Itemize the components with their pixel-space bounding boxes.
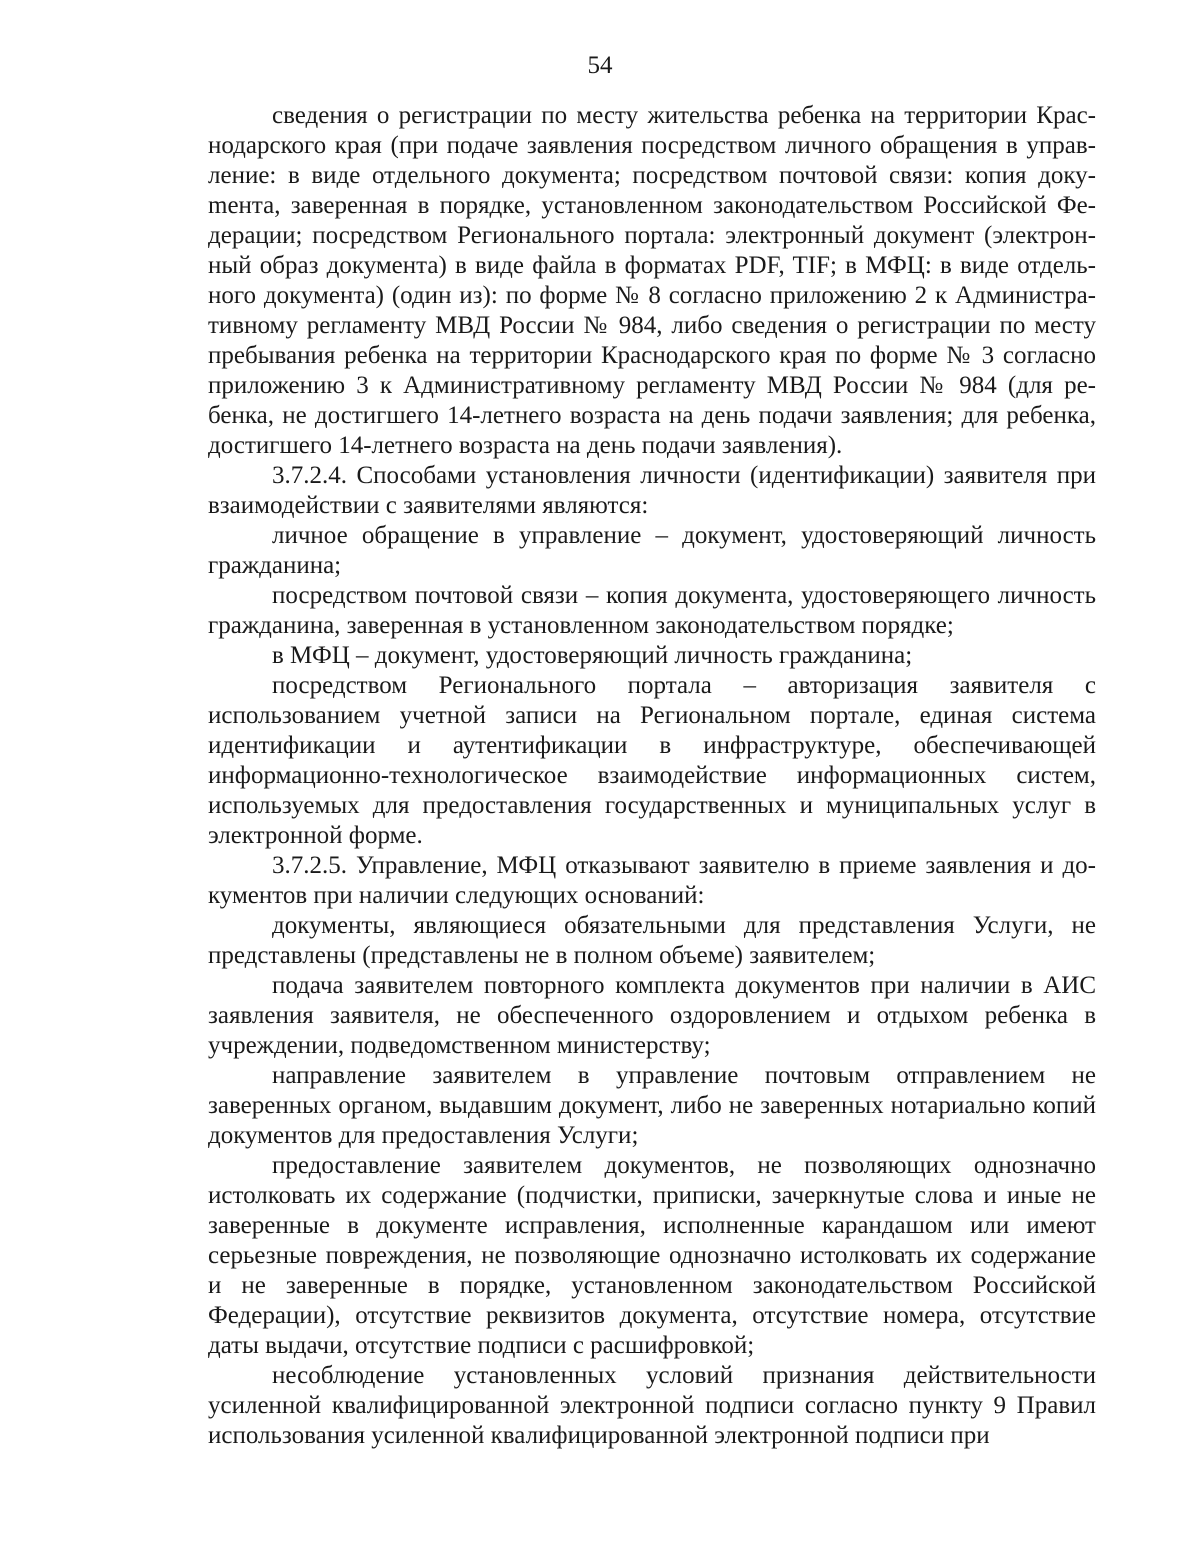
paragraph-repeat-submission: подача заявителем повторного комплекта документов при наличии в АИС заявления заявителя, не обеспеченного оздоровлением и отдыхом ребенка в учреждении, подведомственном министерству; [208,972,1096,1059]
paragraph-uncertified-copies: направление заявителем в управление почтовым отправлением не заверенных органом, выдавшим документ, либо не заверенных нотариально копий документов для предоставления Услуги; [208,1062,1096,1149]
paragraph-ambiguous-documents: предоставление заявителем документов, не позволяющих однозначно истолковать их содержание (подчистки, приписки, зачеркнутые слова и иные не заверенные в документе исправления, исполненные карандашом или имеют серьезные повреждения, не позволяющие однозначно истолковать их содержание и не заверенные в порядке, установленном законодательством Российской Федерации), отсутствие реквизитов документа, отсутствие номера, отсутствие даты выдачи, отсутствие подписи с расшифровкой; [208,1152,1096,1359]
paragraph-regional-portal: посредством Регионального портала – авторизация заявителя с использованием учетной записи на Региональном портале, единая система идентификации и аутентификации в инфраструктуре, обеспечивающей информационно-технологическое взаимодействие информационных систем, используемых для предоставления государственных и муниципальных услуг в электронной форме. [208,672,1096,849]
paragraph-mfc: в МФЦ – документ, удостоверяющий личность гражданина; [272,642,913,669]
paragraph-postal: посредством почтовой связи – копия документа, удостоверяющего личность гражданина, заверенная в установленном законодательством порядке; [208,582,1096,639]
page-number: 54 [587,52,613,79]
paragraph-documents-not-submitted: документы, являющиеся обязательными для представления Услуги, не представлены (представлены не в полном объеме) заявителем; [208,912,1096,969]
paragraph-electronic-signature: несоблюдение установленных условий признания действительности усиленной квалифицированной электронной подписи согласно пункту 9 Правил использования усиленной квалифицированной электронной подписи при [208,1362,1096,1449]
document-body [208,101,1096,1451]
paragraph-3-7-2-5-refusal-grounds: 3.7.2.5. Управление, МФЦ отказывают заявителю в приеме заявления и документов при наличии следующих оснований: [208,852,1096,909]
paragraph-residence-registration: сведения о регистрации по месту жительства ребенка на территории Краснодарского края (при подаче заявления посредством личного обращения в управление: в виде отдельного документа; посредством почтовой связи: копия докуmента, заверенная в порядке, установленном законодательством Российской Федерации; посредством Регионального портала: электронный документ (электронный образ документа) в виде файла в форматах PDF, TIF; в МФЦ: в виде отдельного документа) (один из): по форме № 8 согласно приложению 2 к Административному регламенту МВД России № 984, либо сведения о регистрации по месту пребывания ребенка на территории Краснодарского края по форме № 3 согласно приложению 3 к Административному регламенту МВД России № 984 (для ребенка, не достигшего 14-летнего возраста на день подачи заявления; для ребенка, достигшего 14-летнего возраста на день подачи заявления). [208,102,1096,459]
paragraph-3-7-2-4-identification-methods: 3.7.2.4. Способами установления личности (идентификации) заявителя при взаимодействии с заявителями являются: [208,462,1096,519]
paragraph-personal-visit: личное обращение в управление – документ, удостоверяющий личность гражданина; [208,522,1096,579]
